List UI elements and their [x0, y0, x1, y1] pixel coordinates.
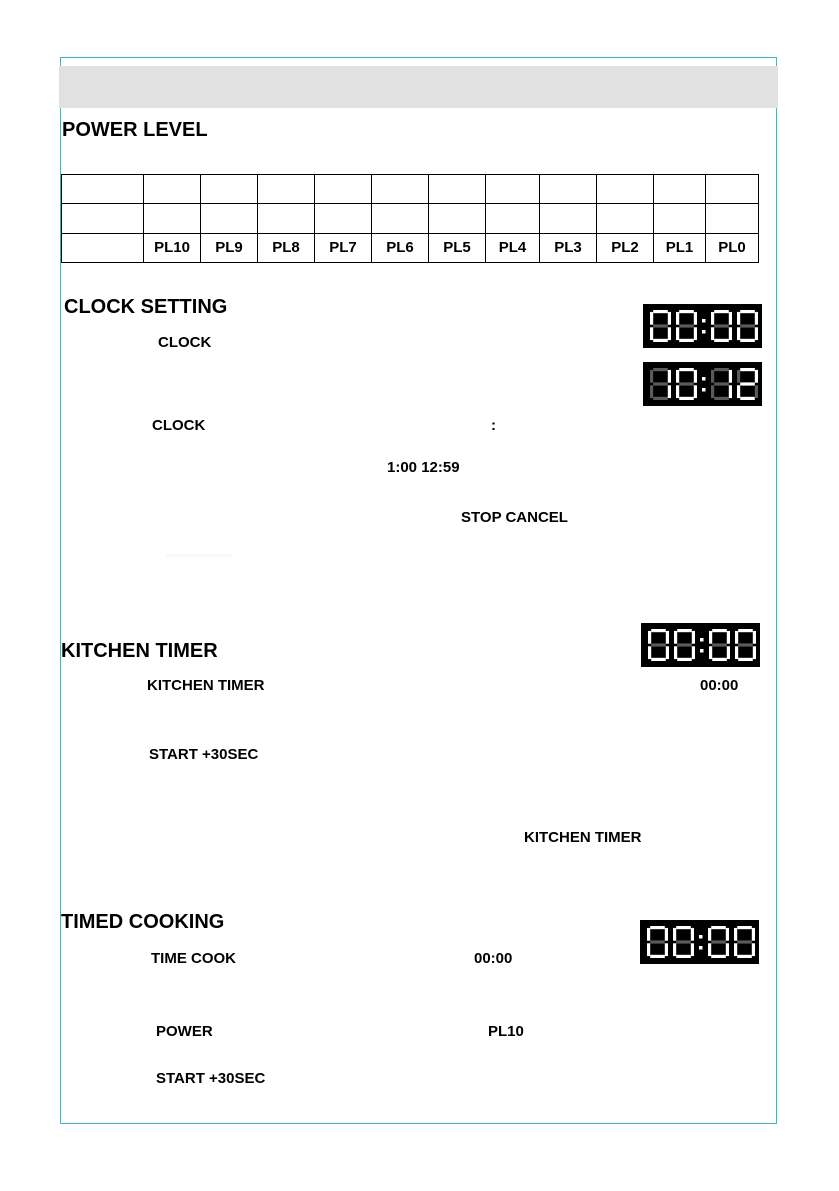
timed-cooking-display — [640, 920, 759, 964]
table-cell — [315, 204, 372, 233]
table-cell — [486, 175, 540, 204]
table-cell — [597, 204, 654, 233]
stop-cancel-label: STOP CANCEL — [461, 509, 568, 526]
table-cell — [706, 204, 759, 233]
table-cell — [62, 204, 144, 233]
table-cell — [597, 175, 654, 204]
lcd-digit — [647, 926, 668, 958]
seven-segment-digits — [643, 304, 762, 348]
table-cell: PL0 — [706, 233, 759, 262]
seven-segment-digits — [641, 623, 760, 667]
lcd-digit — [650, 368, 671, 400]
kitchen-timer-heading: KITCHEN TIMER — [61, 640, 218, 662]
zero-time-label-2: 00:00 — [474, 950, 513, 967]
lcd-digit — [708, 926, 729, 958]
seven-segment-digits — [640, 920, 759, 964]
table-cell — [62, 233, 144, 262]
table-cell — [201, 175, 258, 204]
lcd-digit — [676, 310, 697, 342]
pl10-label: PL10 — [488, 1023, 524, 1040]
lcd-digit — [676, 368, 697, 400]
table-cell: PL3 — [540, 233, 597, 262]
table-row — [62, 233, 759, 262]
lcd-digit — [737, 368, 758, 400]
table-cell — [486, 204, 540, 233]
kitchen-timer-button-label: KITCHEN TIMER — [147, 677, 265, 694]
table-cell — [372, 204, 429, 233]
clock-button-label-2: CLOCK — [152, 417, 206, 434]
table-cell: PL8 — [258, 233, 315, 262]
table-cell: PL7 — [315, 233, 372, 262]
timed-cooking-heading: TIMED COOKING — [61, 911, 225, 933]
table-cell — [144, 204, 201, 233]
colon-label: : — [491, 417, 496, 434]
table-cell — [315, 175, 372, 204]
table-cell: PL2 — [597, 233, 654, 262]
clock-button-label: CLOCK — [158, 334, 212, 351]
time-cook-button-label: TIME COOK — [151, 950, 236, 967]
clock-display-0000 — [643, 304, 762, 348]
lcd-digit — [709, 629, 730, 661]
seven-segment-digits — [643, 362, 762, 406]
table-cell — [429, 175, 486, 204]
kitchen-timer-button-label-2: KITCHEN TIMER — [524, 829, 642, 846]
table-cell: PL9 — [201, 233, 258, 262]
lcd-digit — [711, 310, 732, 342]
table-cell: PL10 — [144, 233, 201, 262]
kitchen-timer-display — [641, 623, 760, 667]
lcd-digit — [674, 629, 695, 661]
table-cell: PL6 — [372, 233, 429, 262]
clock-display-1012 — [643, 362, 762, 406]
power-level-heading: POWER LEVEL — [62, 119, 208, 141]
power-level-table — [61, 174, 759, 263]
power-button-label: POWER — [156, 1023, 213, 1040]
table-cell — [258, 175, 315, 204]
table-cell: PL4 — [486, 233, 540, 262]
table-cell — [372, 175, 429, 204]
table-cell — [144, 175, 201, 204]
lcd-digit — [650, 310, 671, 342]
table-row — [62, 204, 759, 233]
table-cell — [201, 204, 258, 233]
zero-time-label: 00:00 — [700, 677, 739, 694]
table-cell: PL5 — [429, 233, 486, 262]
table-row — [62, 175, 759, 204]
colon-mark — [702, 377, 706, 392]
start-30sec-label-2: START +30SEC — [156, 1070, 266, 1087]
time-range-label: 1:00 12:59 — [387, 459, 460, 476]
table-cell: PL1 — [654, 233, 706, 262]
colon-mark — [700, 638, 704, 653]
lcd-digit — [735, 629, 756, 661]
table-cell — [540, 204, 597, 233]
lcd-digit — [734, 926, 755, 958]
colon-mark — [699, 935, 703, 950]
table-cell — [654, 175, 706, 204]
header-banner — [59, 66, 778, 108]
table-cell — [654, 204, 706, 233]
table-cell — [540, 175, 597, 204]
table-cell — [62, 175, 144, 204]
colon-mark — [702, 319, 706, 334]
lcd-digit — [673, 926, 694, 958]
clock-setting-heading: CLOCK SETTING — [64, 296, 228, 318]
blank-mark — [166, 554, 232, 557]
table-cell — [706, 175, 759, 204]
lcd-digit — [648, 629, 669, 661]
lcd-digit — [711, 368, 732, 400]
table-cell — [429, 204, 486, 233]
table-cell — [258, 204, 315, 233]
lcd-digit — [737, 310, 758, 342]
start-30sec-label: START +30SEC — [149, 746, 259, 763]
